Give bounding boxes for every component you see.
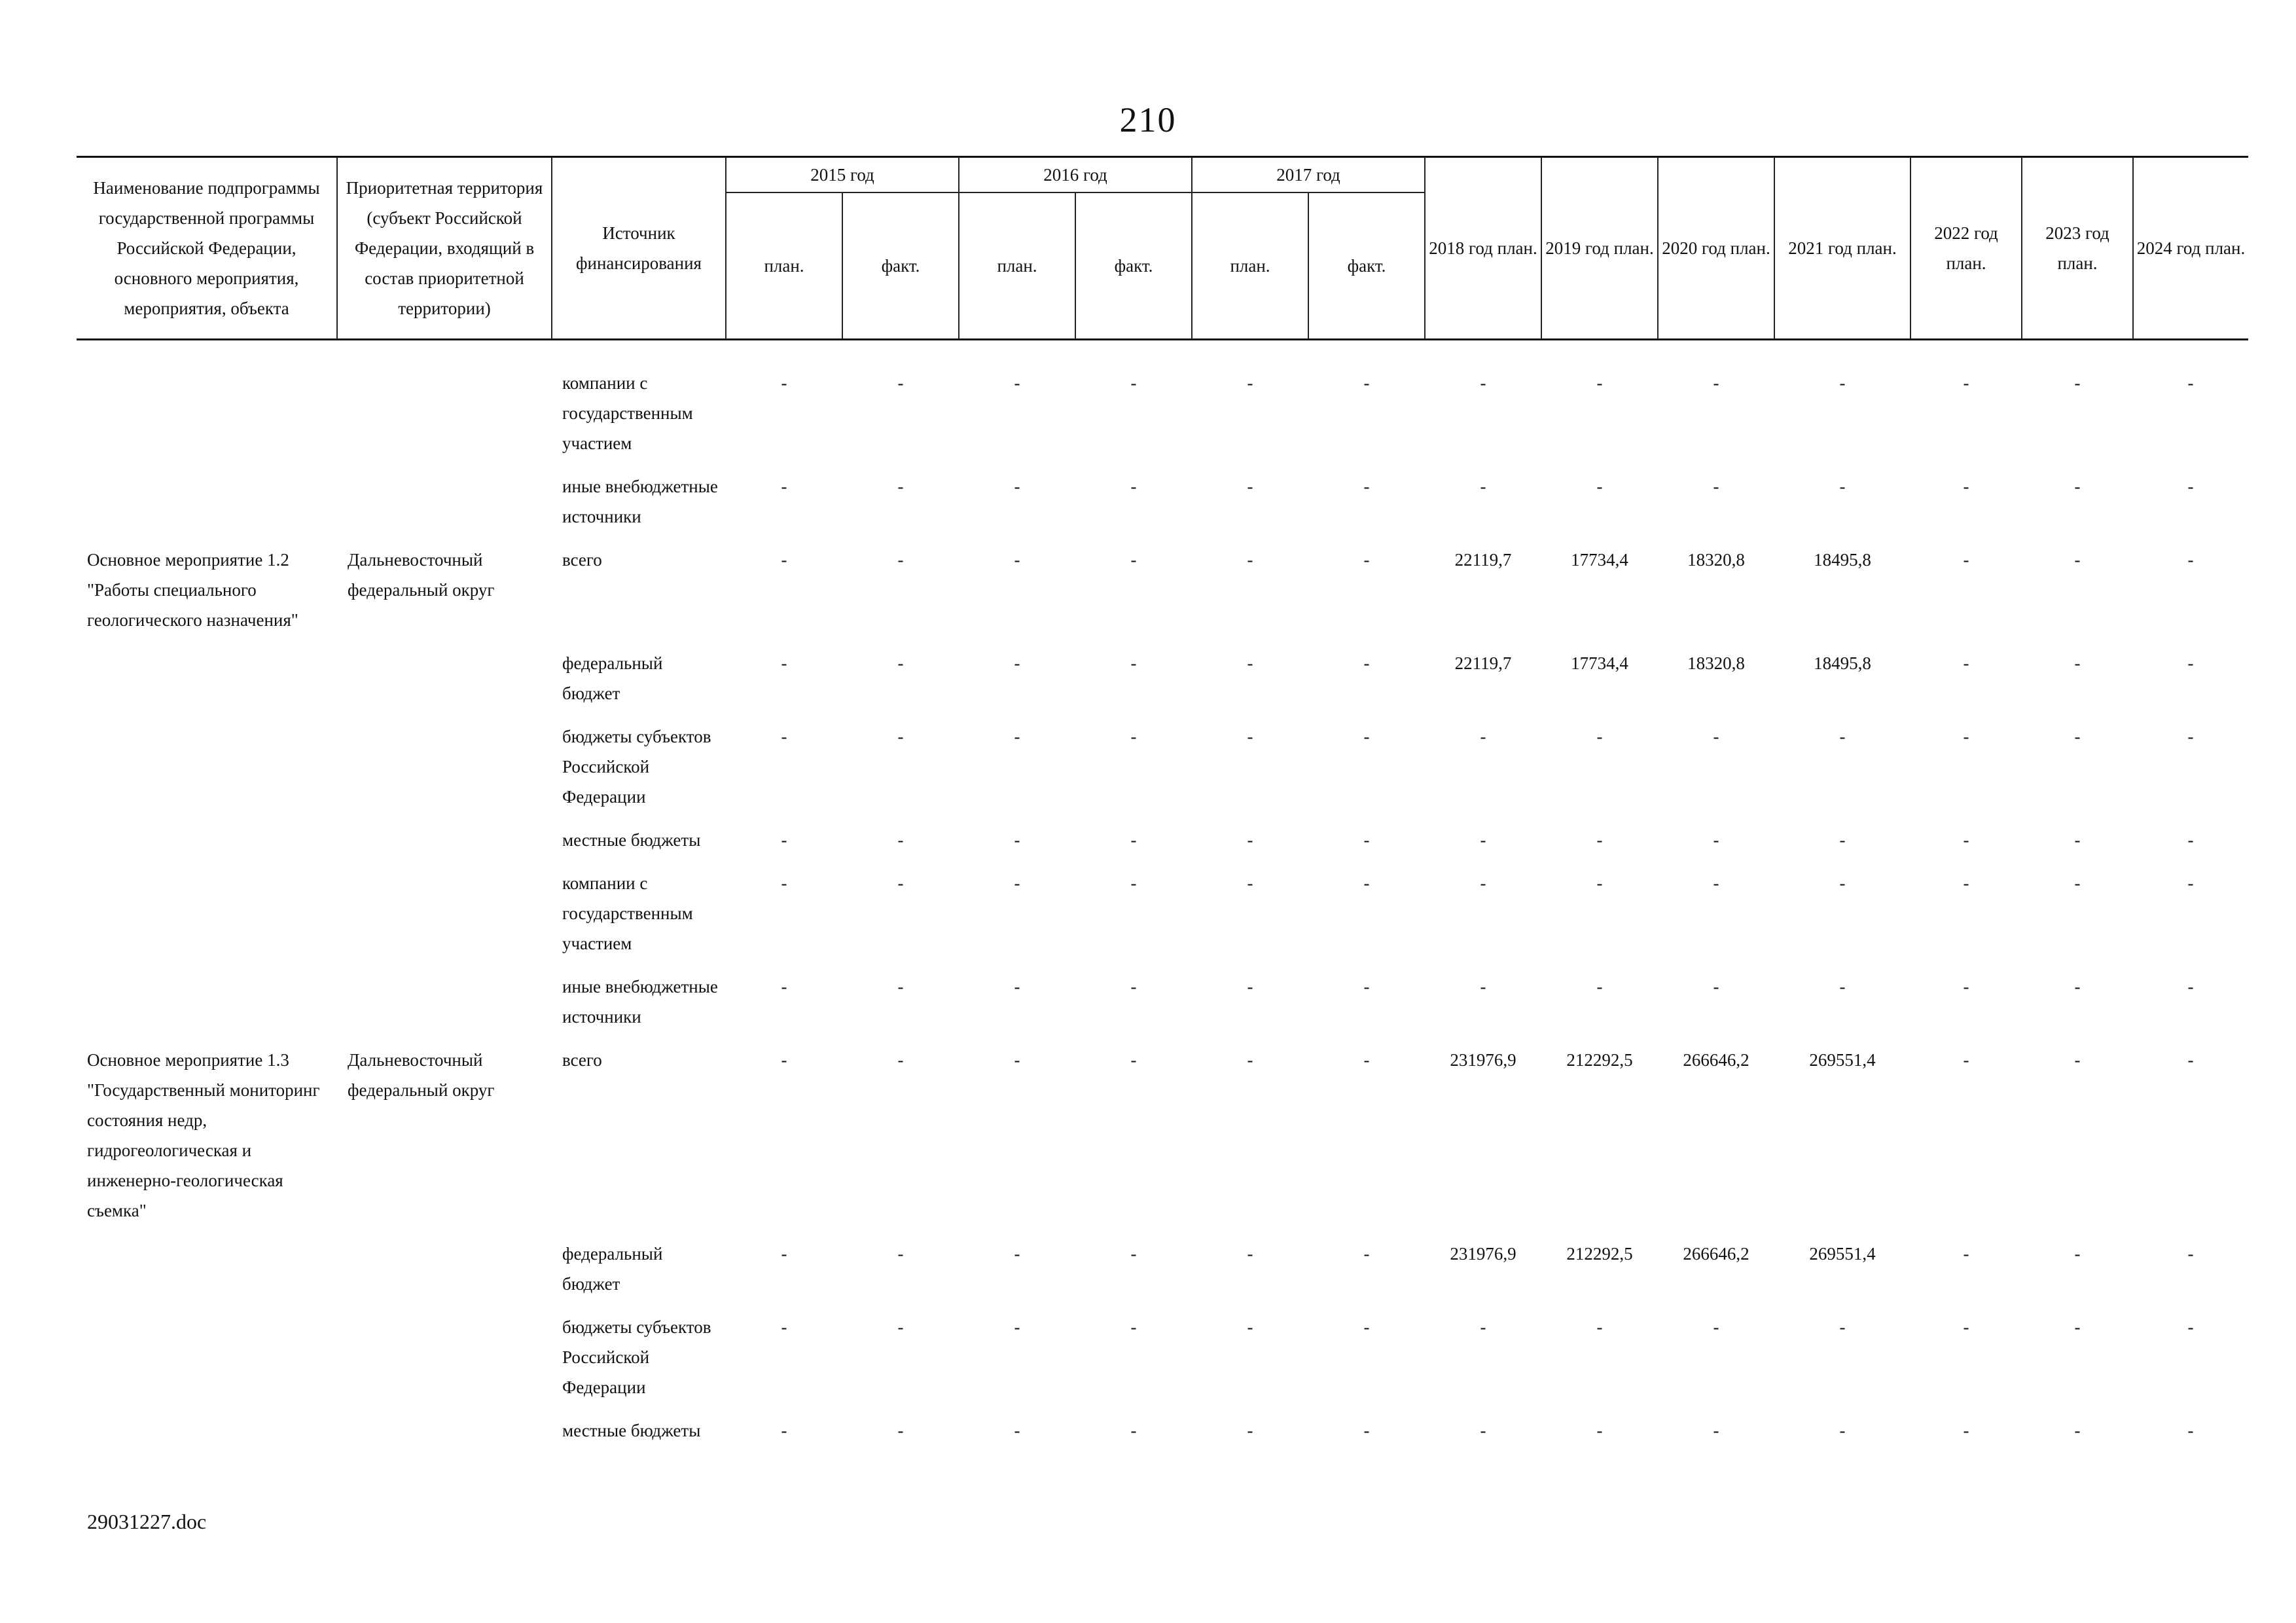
row-value-cell: - [1963, 830, 1969, 850]
row-value-cell: - [2187, 1317, 2194, 1337]
row-value-cell: - [1247, 830, 1253, 850]
row-value-cell: - [1247, 1050, 1253, 1070]
row-value-cell: - [1596, 477, 1603, 496]
row-value-cell: - [1963, 977, 1969, 996]
header-2021: 2021 год план. [1774, 157, 1910, 340]
row-value-cell: - [1014, 1317, 1020, 1337]
row-value-cell: - [2074, 1421, 2081, 1440]
row-value-cell: - [897, 1421, 904, 1440]
row-activity-name [77, 1312, 337, 1415]
row-value-cell: - [2074, 873, 2081, 893]
header-2017-fact: факт. [1308, 192, 1425, 340]
row-value-cell: - [1839, 977, 1846, 996]
row-value-cell: - [2187, 977, 2194, 996]
row-value-cell: - [1130, 1421, 1137, 1440]
row-territory [337, 825, 552, 868]
row-value-cell: - [897, 1050, 904, 1070]
row-value-cell: - [1596, 830, 1603, 850]
row-value-cell: - [1713, 830, 1719, 850]
header-name: Наименование подпрограммы государственной программы Российской Федерации, основного мероприятия, мероприятия, объекта [77, 157, 337, 340]
row-value-cell: - [1130, 727, 1137, 746]
row-value-cell: - [2187, 653, 2194, 673]
row-value-cell: - [1713, 977, 1719, 996]
row-value-cell: - [1839, 727, 1846, 746]
row-value-cell: - [1963, 653, 1969, 673]
row-value-cell: - [1480, 977, 1486, 996]
row-value-cell: - [1014, 873, 1020, 893]
row-value-cell: - [1247, 873, 1253, 893]
row-value-cell: - [1247, 477, 1253, 496]
row-value-cell: 212292,5 [1566, 1050, 1633, 1070]
row-value-cell: - [1839, 477, 1846, 496]
row-value-cell: - [1713, 477, 1719, 496]
header-year-2016: 2016 год [959, 157, 1192, 193]
row-value-cell: - [2074, 1050, 2081, 1070]
row-value-cell: - [1363, 873, 1370, 893]
row-value-cell: - [1713, 727, 1719, 746]
row-value-cell: - [1014, 727, 1020, 746]
row-value-cell: - [2074, 653, 2081, 673]
row-value-cell: - [1130, 977, 1137, 996]
header-2022: 2022 год план. [1910, 157, 2022, 340]
row-territory [337, 648, 552, 721]
row-value-cell: - [2074, 727, 2081, 746]
header-2019: 2019 год план. [1541, 157, 1658, 340]
row-value-cell: - [1247, 1317, 1253, 1337]
row-value-cell: - [1480, 830, 1486, 850]
row-value-cell: - [2187, 1050, 2194, 1070]
row-value-cell: - [1247, 653, 1253, 673]
row-value-cell: 22119,7 [1454, 550, 1512, 570]
row-activity-name [77, 868, 337, 972]
header-year-2017: 2017 год [1192, 157, 1425, 193]
row-value-cell: - [2074, 477, 2081, 496]
row-value-cell: - [1963, 477, 1969, 496]
row-value-cell: - [1596, 873, 1603, 893]
row-value-cell: 269551,4 [1809, 1244, 1876, 1264]
row-activity-name [77, 368, 337, 471]
row-value-cell: - [1963, 727, 1969, 746]
row-value-cell: - [1247, 1244, 1253, 1264]
table-row [77, 721, 2248, 825]
row-territory [337, 972, 552, 1045]
row-value-cell: 22119,7 [1454, 653, 1512, 673]
row-value-cell: - [1014, 830, 1020, 850]
row-funding-source: федеральный бюджет [562, 653, 663, 703]
row-funding-source: бюджеты субъектов Российской Федерации [562, 1317, 711, 1397]
row-activity-name [77, 972, 337, 1045]
row-value-cell: 18320,8 [1687, 653, 1745, 673]
row-value-cell: - [1014, 373, 1020, 393]
document-filename: 29031227.doc [87, 1510, 207, 1533]
row-value-cell: - [1014, 550, 1020, 570]
row-activity-name: Основное мероприятие 1.2 "Работы специального геологического назначения" [87, 550, 298, 630]
row-value-cell: - [1014, 1421, 1020, 1440]
table-row [77, 825, 2248, 868]
row-value-cell: 266646,2 [1683, 1244, 1749, 1264]
header-2015-fact: факт. [842, 192, 959, 340]
row-value-cell: - [1363, 977, 1370, 996]
row-value-cell: - [897, 830, 904, 850]
row-value-cell: - [2187, 373, 2194, 393]
table-row [77, 1045, 2248, 1239]
table-row [77, 1312, 2248, 1415]
row-value-cell: - [1247, 1421, 1253, 1440]
row-value-cell: - [781, 873, 787, 893]
row-value-cell: - [1247, 373, 1253, 393]
row-value-cell: - [1596, 727, 1603, 746]
header-2018: 2018 год план. [1425, 157, 1541, 340]
row-value-cell: - [1480, 1317, 1486, 1337]
table-row [77, 972, 2248, 1045]
table-header [77, 157, 2248, 340]
row-value-cell: - [1363, 830, 1370, 850]
row-funding-source: всего [562, 1050, 602, 1070]
row-value-cell: - [897, 1244, 904, 1264]
row-value-cell: - [1596, 977, 1603, 996]
row-activity-name [77, 1415, 337, 1459]
row-value-cell: - [1363, 550, 1370, 570]
row-value-cell: - [1480, 1421, 1486, 1440]
row-value-cell: - [781, 727, 787, 746]
row-value-cell: - [781, 1244, 787, 1264]
row-value-cell: - [1130, 477, 1137, 496]
row-value-cell: 269551,4 [1809, 1050, 1876, 1070]
table-row [77, 368, 2248, 471]
header-2016-fact: факт. [1075, 192, 1192, 340]
row-value-cell: - [1130, 830, 1137, 850]
row-value-cell: - [1963, 1050, 1969, 1070]
budget-table-container [77, 156, 2246, 1459]
row-value-cell: - [2074, 830, 2081, 850]
row-value-cell: - [1839, 373, 1846, 393]
row-territory [337, 1415, 552, 1459]
row-funding-source: компании с государственным участием [562, 873, 693, 953]
row-value-cell: - [2074, 977, 2081, 996]
row-value-cell: - [1363, 1421, 1370, 1440]
row-value-cell: - [1363, 477, 1370, 496]
row-value-cell: - [1247, 550, 1253, 570]
row-value-cell: - [1839, 830, 1846, 850]
row-value-cell: - [2074, 550, 2081, 570]
table-row [77, 868, 2248, 972]
row-value-cell: - [1963, 1317, 1969, 1337]
header-2015-plan: план. [726, 192, 842, 340]
row-value-cell: - [897, 477, 904, 496]
row-value-cell: - [1014, 653, 1020, 673]
row-value-cell: - [1363, 653, 1370, 673]
row-value-cell: - [1130, 873, 1137, 893]
row-territory: Дальневосточный федеральный округ [348, 550, 495, 600]
row-value-cell: - [1363, 727, 1370, 746]
header-year-2015: 2015 год [726, 157, 959, 193]
row-value-cell: - [1963, 550, 1969, 570]
row-value-cell: 231976,9 [1450, 1244, 1516, 1264]
row-activity-name [77, 648, 337, 721]
row-value-cell: - [1480, 873, 1486, 893]
row-activity-name [77, 471, 337, 545]
row-value-cell: - [2187, 830, 2194, 850]
header-row-years [77, 157, 2248, 193]
row-value-cell: - [897, 1317, 904, 1337]
row-activity-name [77, 1239, 337, 1312]
row-value-cell: - [2187, 550, 2194, 570]
row-value-cell: - [1130, 1050, 1137, 1070]
row-value-cell: 18495,8 [1814, 550, 1871, 570]
row-value-cell: - [1363, 373, 1370, 393]
row-value-cell: - [897, 727, 904, 746]
header-territory: Приоритетная территория (субъект Российской Федерации, входящий в состав приоритетной территории) [337, 157, 552, 340]
row-value-cell: - [1363, 1244, 1370, 1264]
row-value-cell: - [2187, 727, 2194, 746]
row-value-cell: - [1480, 373, 1486, 393]
row-territory: Дальневосточный федеральный округ [348, 1050, 495, 1100]
row-value-cell: - [2187, 1244, 2194, 1264]
row-value-cell: - [1130, 653, 1137, 673]
row-value-cell: - [781, 1317, 787, 1337]
row-territory [337, 471, 552, 545]
header-2016-plan: план. [959, 192, 1075, 340]
spacer-row [77, 340, 2248, 369]
page-number: 210 [1119, 100, 1177, 139]
row-value-cell: - [2187, 1421, 2194, 1440]
row-funding-source: иные внебюджетные источники [562, 477, 718, 526]
row-value-cell: - [1014, 977, 1020, 996]
header-2024: 2024 год план. [2133, 157, 2248, 340]
row-value-cell: - [897, 977, 904, 996]
row-value-cell: - [781, 550, 787, 570]
row-value-cell: - [1596, 1421, 1603, 1440]
row-value-cell: 231976,9 [1450, 1050, 1516, 1070]
row-value-cell: 18495,8 [1814, 653, 1871, 673]
row-value-cell: - [781, 977, 787, 996]
row-value-cell: - [1713, 373, 1719, 393]
row-value-cell: - [2187, 477, 2194, 496]
budget-table [77, 156, 2248, 1459]
row-activity-name [77, 825, 337, 868]
table-row [77, 1415, 2248, 1459]
row-value-cell: - [1713, 1317, 1719, 1337]
row-value-cell: - [1014, 1050, 1020, 1070]
row-value-cell: - [2074, 1244, 2081, 1264]
row-funding-source: федеральный бюджет [562, 1244, 663, 1294]
row-value-cell: - [1963, 1421, 1969, 1440]
row-value-cell: - [1247, 977, 1253, 996]
row-value-cell: - [1480, 727, 1486, 746]
row-value-cell: - [1363, 1317, 1370, 1337]
row-value-cell: - [2074, 373, 2081, 393]
row-value-cell: - [781, 373, 787, 393]
row-value-cell: 212292,5 [1566, 1244, 1633, 1264]
row-value-cell: 17734,4 [1571, 653, 1628, 673]
row-value-cell: 17734,4 [1571, 550, 1628, 570]
row-value-cell: - [1130, 373, 1137, 393]
row-value-cell: - [1963, 873, 1969, 893]
table-body [77, 340, 2248, 1459]
table-row [77, 648, 2248, 721]
table-row [77, 1239, 2248, 1312]
row-value-cell: - [781, 1421, 787, 1440]
header-2020: 2020 год план. [1658, 157, 1774, 340]
row-activity-name [77, 721, 337, 825]
row-value-cell: - [1130, 1244, 1137, 1264]
row-value-cell: - [2187, 873, 2194, 893]
row-funding-source: местные бюджеты [562, 830, 701, 850]
row-value-cell: - [1839, 1421, 1846, 1440]
row-territory [337, 721, 552, 825]
table-row [77, 471, 2248, 545]
row-territory [337, 868, 552, 972]
row-value-cell: 18320,8 [1687, 550, 1745, 570]
row-value-cell: - [1713, 873, 1719, 893]
header-2017-plan: план. [1192, 192, 1308, 340]
row-value-cell: - [1014, 1244, 1020, 1264]
row-territory [337, 1312, 552, 1415]
row-value-cell: - [781, 1050, 787, 1070]
row-value-cell: - [897, 373, 904, 393]
row-value-cell: - [1014, 477, 1020, 496]
row-value-cell: - [1247, 727, 1253, 746]
row-value-cell: - [897, 550, 904, 570]
row-value-cell: 266646,2 [1683, 1050, 1749, 1070]
header-source: Источник финансирования [552, 157, 726, 340]
row-territory [337, 368, 552, 471]
row-value-cell: - [1480, 477, 1486, 496]
row-funding-source: всего [562, 550, 602, 570]
row-value-cell: - [897, 873, 904, 893]
row-value-cell: - [897, 653, 904, 673]
row-territory [337, 1239, 552, 1312]
row-value-cell: - [781, 830, 787, 850]
row-funding-source: компании с государственным участием [562, 373, 693, 453]
row-value-cell: - [1963, 1244, 1969, 1264]
row-activity-name: Основное мероприятие 1.3 "Государственный мониторинг состояния недр, гидрогеологическая и инженерно-геологическая съемка" [87, 1050, 320, 1220]
row-value-cell: - [1130, 1317, 1137, 1337]
row-value-cell: - [781, 477, 787, 496]
header-2023: 2023 год план. [2022, 157, 2133, 340]
table-row [77, 545, 2248, 648]
row-value-cell: - [1839, 873, 1846, 893]
row-value-cell: - [1713, 1421, 1719, 1440]
row-value-cell: - [1839, 1317, 1846, 1337]
row-funding-source: бюджеты субъектов Российской Федерации [562, 727, 711, 807]
row-value-cell: - [1596, 373, 1603, 393]
spacer-cell [77, 340, 2248, 369]
row-value-cell: - [1963, 373, 1969, 393]
row-value-cell: - [1130, 550, 1137, 570]
row-value-cell: - [1596, 1317, 1603, 1337]
row-value-cell: - [1363, 1050, 1370, 1070]
row-funding-source: иные внебюджетные источники [562, 977, 718, 1027]
row-value-cell: - [2074, 1317, 2081, 1337]
row-funding-source: местные бюджеты [562, 1421, 701, 1440]
row-value-cell: - [781, 653, 787, 673]
